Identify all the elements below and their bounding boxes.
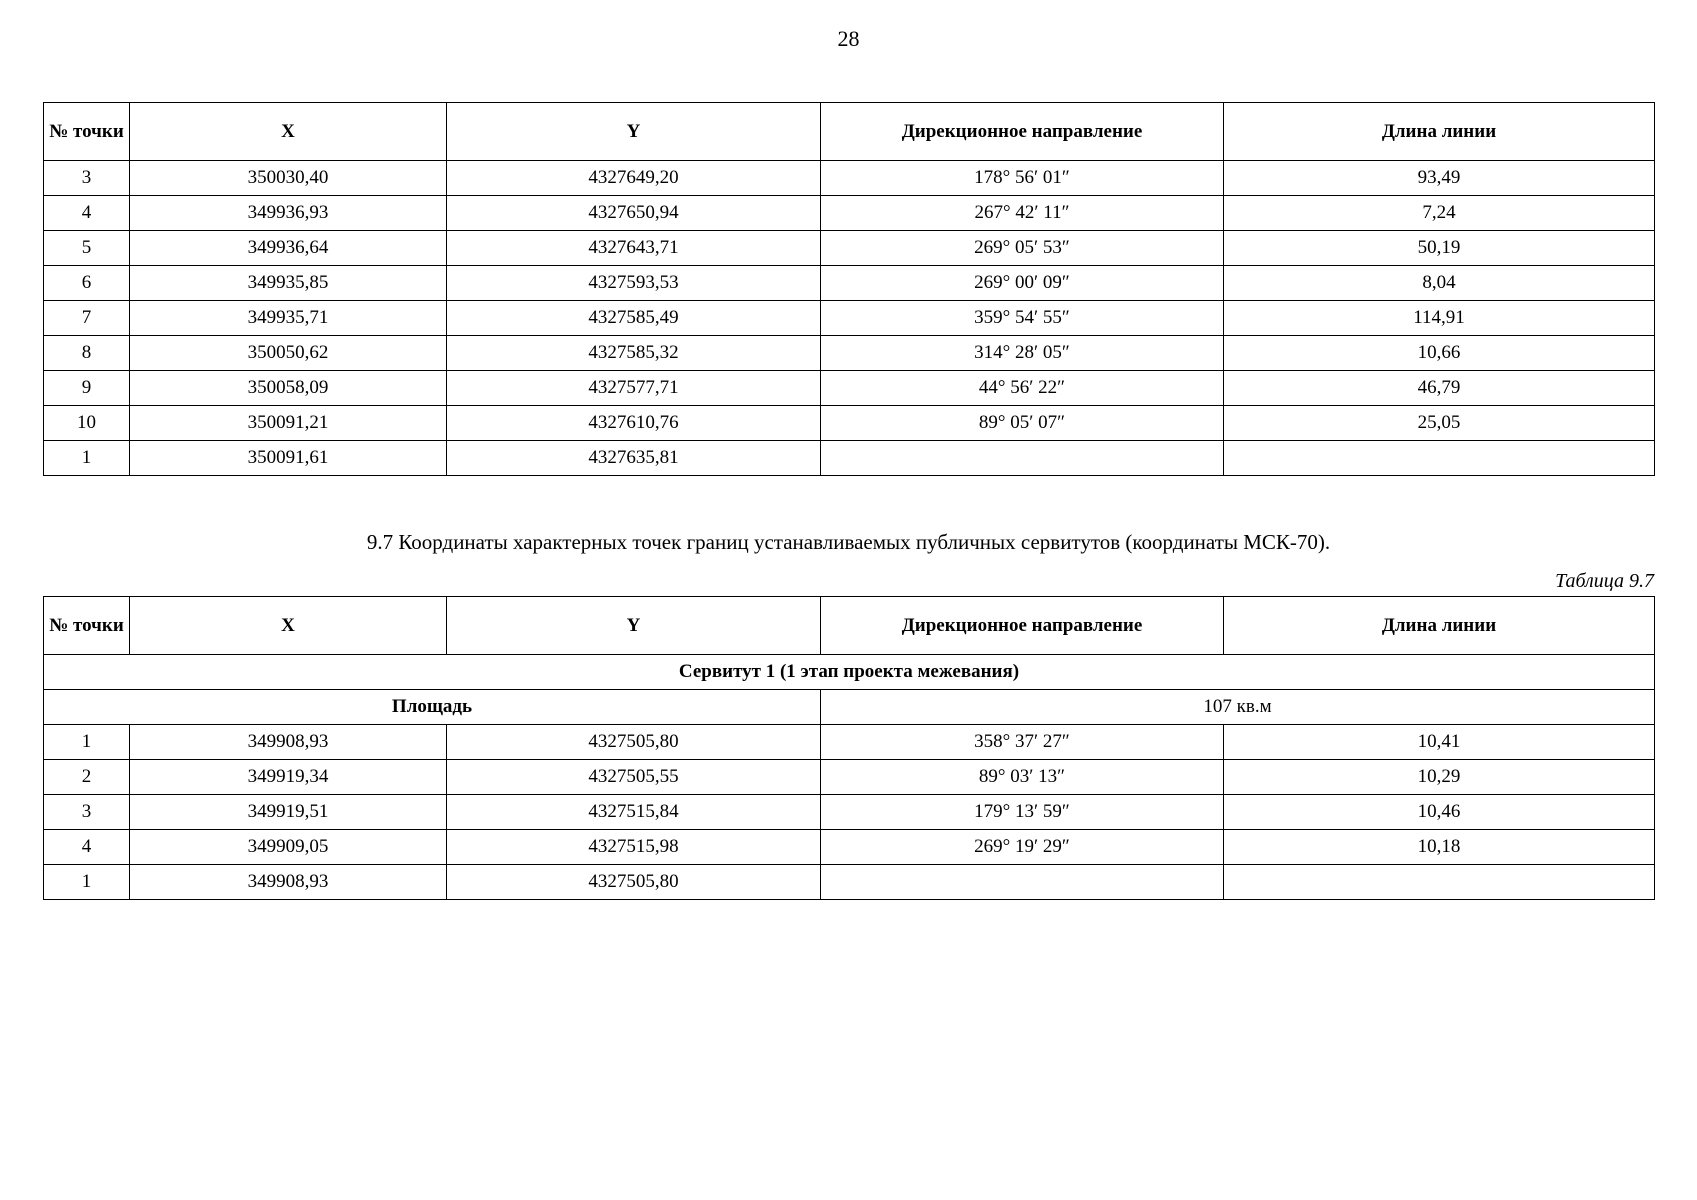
table-1-body bbox=[44, 161, 1655, 476]
area-value: 107 кв.м bbox=[821, 690, 1655, 725]
cell-length: 10,18 bbox=[1224, 830, 1655, 865]
cell-length bbox=[1224, 865, 1655, 900]
cell-point-number: 10 bbox=[44, 406, 130, 441]
cell-length: 10,41 bbox=[1224, 725, 1655, 760]
cell-x: 349908,93 bbox=[130, 865, 447, 900]
cell-x: 350050,62 bbox=[130, 336, 447, 371]
cell-length: 7,24 bbox=[1224, 196, 1655, 231]
header-length: Длина линии bbox=[1224, 103, 1655, 161]
servitude-title: Сервитут 1 (1 этап проекта межевания) bbox=[44, 655, 1655, 690]
cell-x: 349936,64 bbox=[130, 231, 447, 266]
cell-point-number: 1 bbox=[44, 725, 130, 760]
table-row bbox=[44, 760, 1655, 795]
table-row bbox=[44, 371, 1655, 406]
cell-y: 4327515,84 bbox=[447, 795, 821, 830]
table-header-row bbox=[44, 597, 1655, 655]
area-label: Площадь bbox=[44, 690, 821, 725]
cell-y: 4327577,71 bbox=[447, 371, 821, 406]
table-row bbox=[44, 406, 1655, 441]
cell-length: 10,66 bbox=[1224, 336, 1655, 371]
cell-direction: 89° 03′ 13″ bbox=[821, 760, 1224, 795]
cell-y: 4327585,32 bbox=[447, 336, 821, 371]
cell-direction: 358° 37′ 27″ bbox=[821, 725, 1224, 760]
cell-x: 349935,85 bbox=[130, 266, 447, 301]
cell-x: 350091,21 bbox=[130, 406, 447, 441]
cell-x: 349919,51 bbox=[130, 795, 447, 830]
section-caption: 9.7 Координаты характерных точек границ устанавливаемых публичных сервитутов (координаты МСК-70). bbox=[366, 530, 1331, 554]
cell-direction: 179° 13′ 59″ bbox=[821, 795, 1224, 830]
cell-length: 25,05 bbox=[1224, 406, 1655, 441]
cell-x: 350091,61 bbox=[130, 441, 447, 476]
cell-length: 8,04 bbox=[1224, 266, 1655, 301]
cell-point-number: 5 bbox=[44, 231, 130, 266]
table-header-row bbox=[44, 103, 1655, 161]
cell-point-number: 6 bbox=[44, 266, 130, 301]
cell-x: 350058,09 bbox=[130, 371, 447, 406]
cell-y: 4327505,80 bbox=[447, 725, 821, 760]
cell-y: 4327635,81 bbox=[447, 441, 821, 476]
cell-length bbox=[1224, 441, 1655, 476]
cell-point-number: 9 bbox=[44, 371, 130, 406]
header-y: Y bbox=[447, 597, 821, 655]
cell-x: 349908,93 bbox=[130, 725, 447, 760]
table-row bbox=[44, 725, 1655, 760]
group-title-row bbox=[44, 655, 1655, 690]
header-direction: Дирекционное направление bbox=[821, 103, 1224, 161]
table-row bbox=[44, 830, 1655, 865]
table-row bbox=[44, 266, 1655, 301]
cell-direction: 269° 19′ 29″ bbox=[821, 830, 1224, 865]
table-row bbox=[44, 336, 1655, 371]
header-x: X bbox=[130, 103, 447, 161]
cell-y: 4327610,76 bbox=[447, 406, 821, 441]
cell-length: 50,19 bbox=[1224, 231, 1655, 266]
cell-length: 10,46 bbox=[1224, 795, 1655, 830]
table-row bbox=[44, 161, 1655, 196]
area-row bbox=[44, 690, 1655, 725]
cell-y: 4327585,49 bbox=[447, 301, 821, 336]
cell-point-number: 2 bbox=[44, 760, 130, 795]
cell-point-number: 1 bbox=[44, 865, 130, 900]
table-2-body bbox=[44, 655, 1655, 900]
cell-direction: 89° 05′ 07″ bbox=[821, 406, 1224, 441]
header-length: Длина линии bbox=[1224, 597, 1655, 655]
cell-point-number: 3 bbox=[44, 161, 130, 196]
header-y: Y bbox=[447, 103, 821, 161]
cell-y: 4327650,94 bbox=[447, 196, 821, 231]
cell-length: 46,79 bbox=[1224, 371, 1655, 406]
coordinates-table-2 bbox=[43, 596, 1655, 900]
cell-x: 350030,40 bbox=[130, 161, 447, 196]
table-row bbox=[44, 196, 1655, 231]
table-row bbox=[44, 865, 1655, 900]
cell-point-number: 4 bbox=[44, 830, 130, 865]
table-row bbox=[44, 795, 1655, 830]
cell-y: 4327593,53 bbox=[447, 266, 821, 301]
cell-direction: 178° 56′ 01″ bbox=[821, 161, 1224, 196]
table-label: Таблица 9.7 bbox=[1555, 570, 1654, 592]
table-row bbox=[44, 301, 1655, 336]
header-point-number: № точки bbox=[44, 103, 130, 161]
cell-direction: 44° 56′ 22″ bbox=[821, 371, 1224, 406]
coordinates-table-1 bbox=[43, 102, 1655, 476]
header-point-number: № точки bbox=[44, 597, 130, 655]
cell-direction: 314° 28′ 05″ bbox=[821, 336, 1224, 371]
cell-y: 4327515,98 bbox=[447, 830, 821, 865]
cell-point-number: 8 bbox=[44, 336, 130, 371]
cell-direction: 267° 42′ 11″ bbox=[821, 196, 1224, 231]
cell-length: 93,49 bbox=[1224, 161, 1655, 196]
table-row bbox=[44, 231, 1655, 266]
page-number: 28 bbox=[837, 26, 860, 51]
table-row bbox=[44, 441, 1655, 476]
cell-y: 4327505,80 bbox=[447, 865, 821, 900]
cell-length: 114,91 bbox=[1224, 301, 1655, 336]
header-direction: Дирекционное направление bbox=[821, 597, 1224, 655]
cell-direction bbox=[821, 865, 1224, 900]
cell-point-number: 7 bbox=[44, 301, 130, 336]
cell-point-number: 1 bbox=[44, 441, 130, 476]
cell-direction: 269° 05′ 53″ bbox=[821, 231, 1224, 266]
cell-x: 349935,71 bbox=[130, 301, 447, 336]
cell-direction bbox=[821, 441, 1224, 476]
cell-x: 349909,05 bbox=[130, 830, 447, 865]
cell-x: 349936,93 bbox=[130, 196, 447, 231]
cell-length: 10,29 bbox=[1224, 760, 1655, 795]
cell-y: 4327643,71 bbox=[447, 231, 821, 266]
cell-y: 4327649,20 bbox=[447, 161, 821, 196]
cell-point-number: 3 bbox=[44, 795, 130, 830]
cell-y: 4327505,55 bbox=[447, 760, 821, 795]
header-x: X bbox=[130, 597, 447, 655]
cell-direction: 269° 00′ 09″ bbox=[821, 266, 1224, 301]
cell-point-number: 4 bbox=[44, 196, 130, 231]
cell-x: 349919,34 bbox=[130, 760, 447, 795]
cell-direction: 359° 54′ 55″ bbox=[821, 301, 1224, 336]
